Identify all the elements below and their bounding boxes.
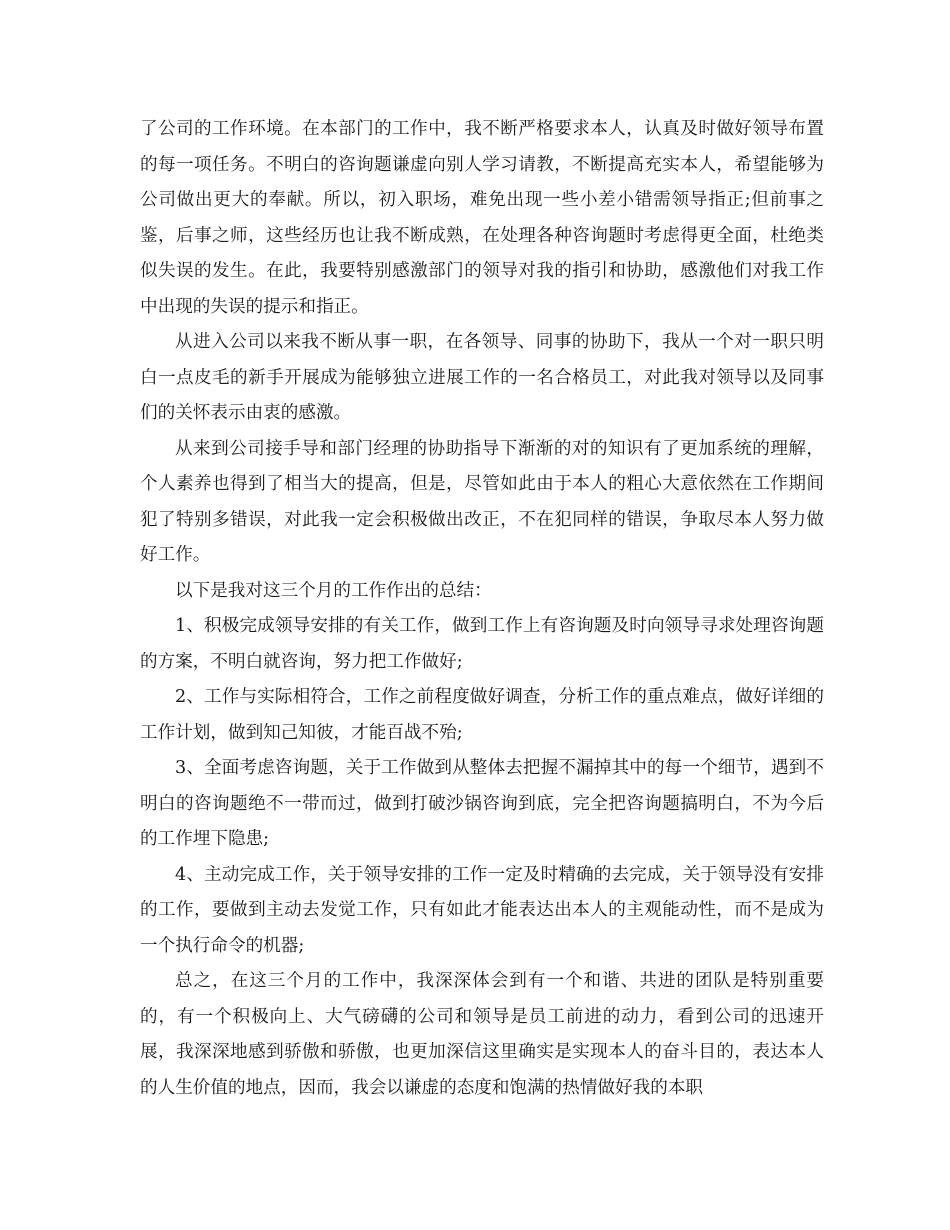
list-item-3: 3、全面考虑咨询题，关于工作做到从整体去把握不漏掉其中的每一个细节，遇到不明白的咨询题绝不一带而过，做到打破沙锅咨询到底，完全把咨询题搞明白，不为今后的工作埋下隐患; bbox=[140, 758, 824, 849]
paragraph-4: 以下是我对这三个月的工作作出的总结： bbox=[175, 580, 492, 601]
paragraph-2: 从进入公司以来我不断从事一职，在各领导、同事的协助下，我从一个对一职只明白一点皮毛的新手开展成为能够独立进展工作的一名合格员工，对此我对领导以及同事们的关怀表示由衷的感激。 bbox=[140, 332, 824, 423]
document-body bbox=[140, 112, 824, 1106]
list-item-1: 1、积极完成领导安排的有关工作，做到工作上有咨询题及时向领导寻求处理咨询题的方案，不明白就咨询，努力把工作做好; bbox=[140, 616, 824, 672]
paragraph-3: 从来到公司接手导和部门经理的协助指导下渐渐的对的知识有了更加系统的理解，个人素养也得到了相当大的提高，但是，尽管如此由于本人的粗心大意依然在工作期间犯了特别多错误，对此我一定会积极做出改正，不在犯同样的错误，争取尽本人努力做好工作。 bbox=[140, 438, 824, 565]
paragraph-1: 了公司的工作环境。在本部门的工作中，我不断严格要求本人，认真及时做好领导布置的每一项任务。不明白的咨询题谦虚向别人学习请教，不断提高充实本人，希望能够为公司做出更大的奉献。所以，初入职场，难免出现一些小差小错需领导指正;但前事之鉴，后事之师，这些经历也让我不断成熟，在处理各种咨询题时考虑得更全面，杜绝类似失误的发生。在此，我要特别感激部门的领导对我的指引和协助，感激他们对我工作中出现的失误的提示和指正。 bbox=[140, 119, 824, 317]
paragraph-conclusion: 总之，在这三个月的工作中，我深深体会到有一个和谐、共进的团队是特别重要的，有一个积极向上、大气磅礴的公司和领导是员工前进的动力，看到公司的迅速开展，我深深地感到骄傲和骄傲，也更加深信这里确实是实现本人的奋斗目的，表达本人的人生价值的地点，因而，我会以谦虚的态度和饱满的热情做好我的本职 bbox=[140, 971, 824, 1098]
list-item-4: 4、主动完成工作，关于领导安排的工作一定及时精确的去完成，关于领导没有安排的工作，要做到主动去发觉工作，只有如此才能表达出本人的主观能动性，而不是成为一个执行命令的机器; bbox=[140, 864, 824, 956]
list-item-2: 2、工作与实际相符合，工作之前程度做好调查，分析工作的重点难点，做好详细的工作计划，做到知己知彼，才能百战不殆; bbox=[140, 687, 824, 743]
